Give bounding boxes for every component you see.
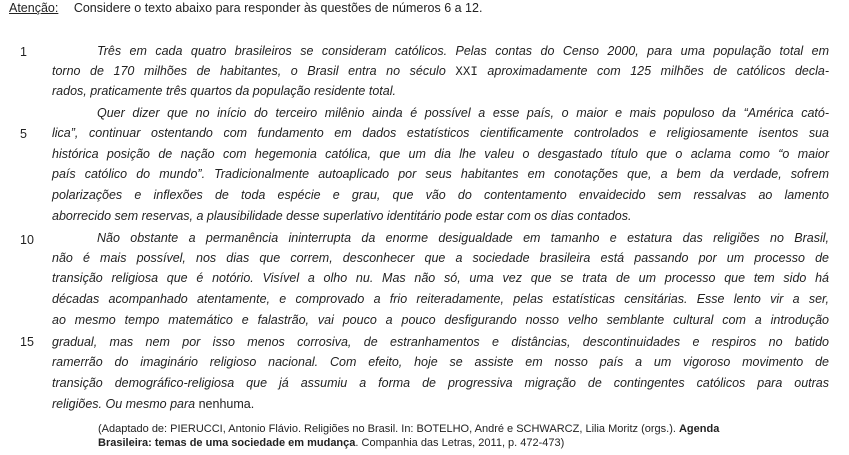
passage-line-text: gradual, mas nem por isso menos corrosiva, de estranhamentos e distâncias, descontinuidades e respiros no batido bbox=[52, 335, 829, 349]
citation-part-1: (Adaptado de: PIERUCCI, Antonio Flávio. Religiões no Brasil. In: BOTELHO, André e SCHWARCZ, Lilia Moritz (orgs.). bbox=[98, 423, 679, 435]
passage-line bbox=[52, 186, 829, 205]
citation-title-part-2: Brasileira: temas de uma sociedade em mudança bbox=[98, 437, 356, 449]
passage-line-text: torno de 170 milhões de habitantes, o Brasil entra no século bbox=[52, 64, 456, 78]
line-number-10: 10 bbox=[20, 233, 34, 247]
passage-line bbox=[52, 124, 829, 143]
passage-line-text: décadas acompanhado atentamente, e comprovado a frio reiteradamente, pelas estatísticas censitárias. Esse lento vir a ser, bbox=[52, 292, 829, 306]
passage-line-text: Não obstante a permanência ininterrupta da enorme desigualdade em tamanho e estatura das religiões no Brasil, bbox=[97, 231, 829, 245]
passage-line bbox=[52, 165, 829, 184]
passage-line bbox=[52, 395, 829, 414]
line-number-1: 1 bbox=[20, 45, 27, 59]
passage-line-text: ao mesmo tempo matemático e falastrão, vai pouco a pouco desfigurando nosso velho semblante cultural com a introdução bbox=[52, 313, 829, 327]
line-number-5: 5 bbox=[20, 127, 27, 141]
passage-line-text: lica”, continuar ostentando com fundamento em dados estatísticos cientificamente controlados e religiosamente isentos sua bbox=[52, 126, 829, 140]
passage-line bbox=[52, 82, 829, 101]
passage-line-text: religiões. Ou mesmo para bbox=[52, 397, 199, 411]
passage-line-text: aborrecido sem reservas, a plausibilidade desse superlativo identitário pode estar com os dias contados. bbox=[52, 209, 632, 223]
attention-text: Considere o texto abaixo para responder às questões de números 6 a 12. bbox=[73, 1, 483, 15]
citation-title-part-1: Agenda bbox=[678, 423, 720, 435]
passage-line-text: Quer dizer que no início do terceiro milênio ainda é possível a esse país, o maior e mais populoso da “América cató- bbox=[97, 106, 829, 120]
passage-line bbox=[52, 62, 829, 82]
attention-header bbox=[9, 1, 482, 15]
passage-line-text: transição demográfico-religiosa que já assumiu a forma de progressiva migração de contingentes católicos para outras bbox=[52, 376, 829, 390]
line-number-15: 15 bbox=[20, 335, 34, 349]
passage-line-text: rados, praticamente três quartos da população residente total. bbox=[52, 84, 396, 98]
passage-line bbox=[52, 290, 829, 309]
passage-line bbox=[52, 145, 829, 164]
passage-line-text: ramerrão do imaginário religioso nacional. Com efeito, hoje se assiste em nosso país a um vigoroso movimento de bbox=[52, 355, 829, 369]
passage-line bbox=[52, 269, 829, 288]
passage-line bbox=[52, 249, 829, 268]
passage-line-text: aproximadamente com 125 milhões de católicos decla- bbox=[477, 64, 829, 78]
passage-line bbox=[52, 353, 829, 372]
passage-line-text: não é mais possível, nos dias que correm, desconhecer que a sociedade brasileira está passando por um processo de bbox=[52, 251, 829, 265]
passage-line bbox=[97, 42, 829, 61]
passage-line bbox=[52, 311, 829, 330]
attention-label: Atenção: bbox=[9, 1, 59, 15]
passage-line bbox=[97, 229, 829, 248]
passage-line-text: nenhuma. bbox=[198, 397, 255, 411]
passage-line-text: país católico do mundo”. Tradicionalmente autoaplicado por seus habitantes em conotações que, a bem da verdade, sofrem bbox=[52, 167, 829, 181]
passage-line-text: transição religiosa que é notório. Visível a olho nu. Mas não só, uma vez que se trata de um processo que tem sido há bbox=[52, 271, 829, 285]
passage-line-text: polarizações e inflexões de toda espécie e grau, que vão do contentamento envaidecido sem ressalvas ao lamento bbox=[52, 188, 829, 202]
passage-line bbox=[97, 104, 829, 123]
source-citation bbox=[98, 422, 838, 450]
passage-line bbox=[52, 333, 829, 352]
roman-numeral: XXI bbox=[455, 65, 478, 79]
passage-line bbox=[52, 207, 829, 226]
passage-line-text: histórica posição de nação com hegemonia católica, que um dia lhe valeu o desgastado título que o aclama como “o maior bbox=[52, 147, 829, 161]
passage-line-text: Três em cada quatro brasileiros se consideram católicos. Pelas contas do Censo 2000, para uma população total em bbox=[97, 44, 829, 58]
passage-line bbox=[52, 374, 829, 393]
citation-part-2: . Companhia das Letras, 2011, p. 472-473) bbox=[355, 437, 565, 449]
